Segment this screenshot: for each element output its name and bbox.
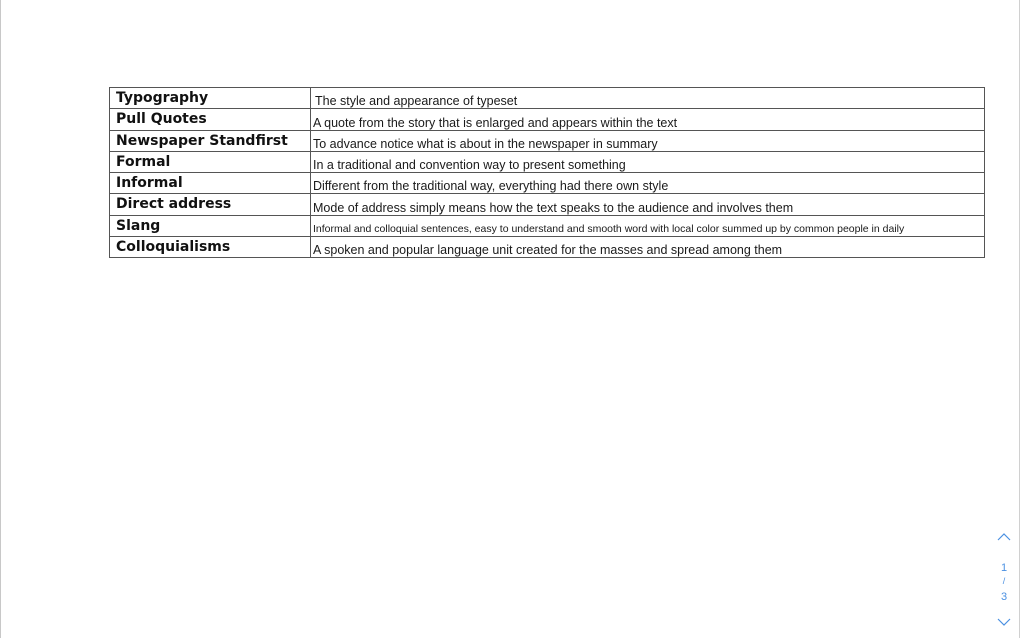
definition-cell: The style and appearance of typeset [311, 88, 985, 109]
definition-cell: In a traditional and convention way to present something [311, 151, 985, 172]
next-page-button[interactable] [992, 618, 1016, 634]
page-edge-right [1019, 0, 1020, 638]
previous-page-button[interactable] [992, 532, 1016, 548]
table-row [110, 109, 985, 130]
definition-cell: A quote from the story that is enlarged and appears within the text [311, 109, 985, 130]
table-row [110, 194, 985, 215]
term-cell: Direct address [110, 194, 311, 215]
term-cell: Newspaper Standfirst [110, 130, 311, 151]
page-separator: / [1002, 576, 1006, 586]
term-cell: Pull Quotes [110, 109, 311, 130]
term-cell: Formal [110, 151, 311, 172]
table-row [110, 237, 985, 258]
total-pages-number: 3 [1000, 591, 1008, 603]
page-edge-left [0, 0, 1, 638]
glossary-table [109, 87, 985, 258]
table-row [110, 215, 985, 236]
term-cell: Slang [110, 215, 311, 236]
chevron-up-icon [997, 532, 1011, 541]
page-navigator [992, 530, 1016, 634]
table-row [110, 130, 985, 151]
table-row [110, 173, 985, 194]
definition-cell: A spoken and popular language unit created for the masses and spread among them [311, 237, 985, 258]
chevron-down-icon [997, 618, 1011, 627]
definition-cell: Informal and colloquial sentences, easy to understand and smooth word with local color summed up by common people in daily [311, 215, 985, 236]
definition-cell: Mode of address simply means how the text speaks to the audience and involves them [311, 194, 985, 215]
current-page-number: 1 [1000, 562, 1008, 574]
term-cell: Typography [110, 88, 311, 109]
term-cell: Informal [110, 173, 311, 194]
definition-cell: To advance notice what is about in the newspaper in summary [311, 130, 985, 151]
table-row [110, 88, 985, 109]
table-row [110, 151, 985, 172]
term-cell: Colloquialisms [110, 237, 311, 258]
definition-cell: Different from the traditional way, everything had there own style [311, 173, 985, 194]
